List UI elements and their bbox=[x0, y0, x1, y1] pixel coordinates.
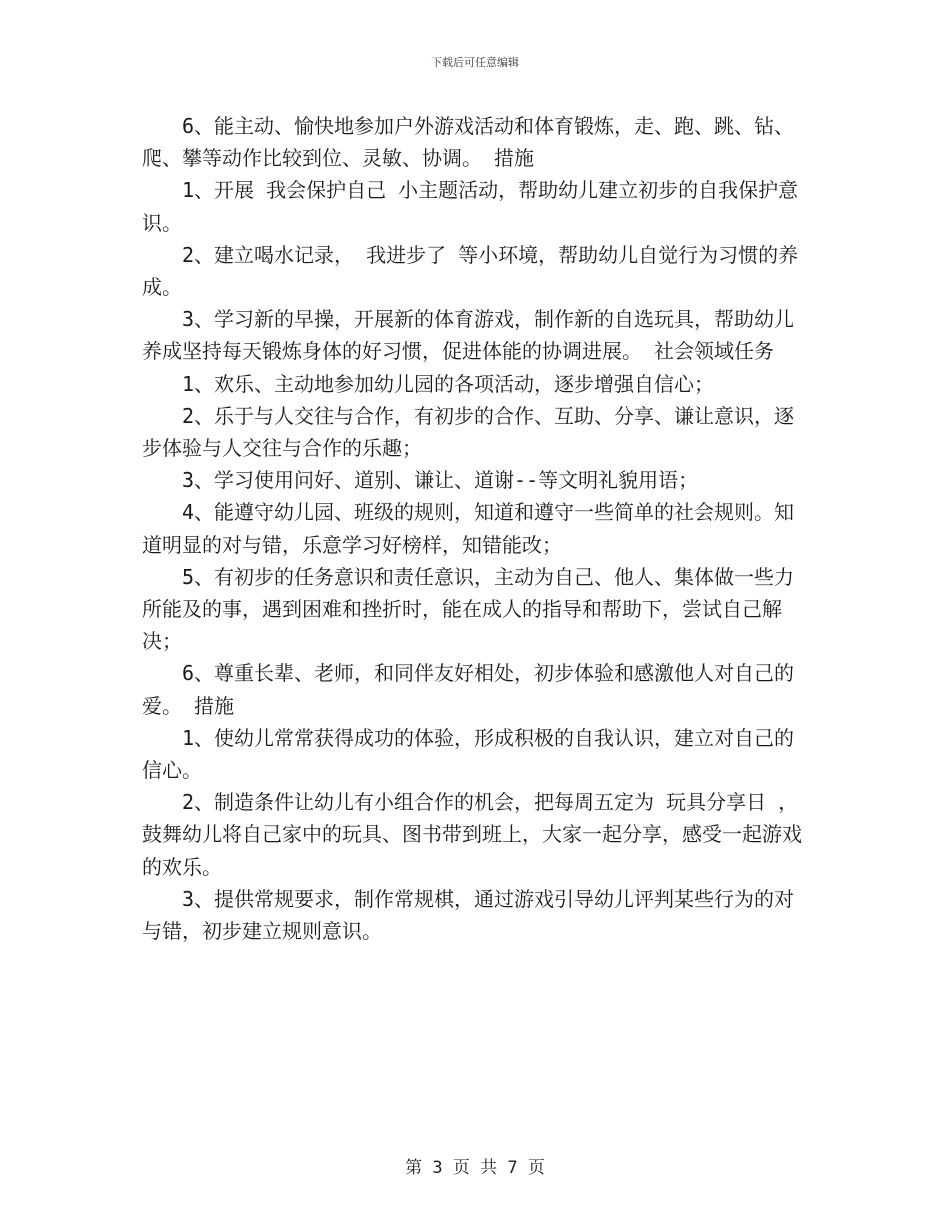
paragraph-11: 1、使幼儿常常获得成功的体验，形成积极的自我认识，建立对自己的信心。 bbox=[142, 725, 795, 783]
paragraph-4: 3、学习新的早操，开展新的体育游戏，制作新的自选玩具，帮助幼儿养成坚持每天锻炼身体的好习惯，促进体能的协调进展。 社会领域任务 bbox=[142, 307, 795, 364]
paragraph-2: 1、开展 我会保护自己 小主题活动，帮助幼儿建立初步的自我保护意识。 bbox=[142, 178, 799, 235]
paragraph-3: 2、建立喝水记录， 我进步了 等小环境，帮助幼儿自觉行为习惯的养成。 bbox=[142, 242, 799, 300]
paragraph-10: 6、尊重长辈、老师，和同伴友好相处，初步体验和感激他人对自己的爱。 措施 bbox=[142, 661, 795, 718]
paragraph-12: 2、制造条件让幼儿有小组合作的机会，把每周五定为 玩具分享日 ，鼓舞幼儿将自己家中的玩具、图书带到班上，大家一起分享，感受一起游戏的欢乐。 bbox=[142, 790, 802, 879]
paragraph-6: 2、乐于与人交往与合作，有初步的合作、互助、分享、谦让意识，逐步体验与人交往与合作的乐趣； bbox=[142, 403, 795, 461]
paragraph-1: 6、能主动、愉快地参加户外游戏活动和体育锻炼，走、跑、跳、钻、爬、攀等动作比较到位、灵敏、协调。 措施 bbox=[142, 114, 795, 171]
paragraph-9: 5、有初步的任务意识和责任意识，主动为自己、他人、集体做一些力所能及的事，遇到困难和挫折时，能在成人的指导和帮助下，尝试自己解决； bbox=[142, 564, 795, 654]
page-header-note: 下载后可任意编辑 bbox=[431, 56, 519, 69]
document-body bbox=[142, 110, 814, 947]
paragraph-7: 3、学习使用问好、道别、谦让、道谢--等文明礼貌用语； bbox=[182, 468, 699, 493]
paragraph-8: 4、能遵守幼儿园、班级的规则，知道和遵守一些简单的社会规则。知道明显的对与错，乐意学习好榜样，知错能改； bbox=[142, 500, 795, 557]
page-number-label: 第 3 页 共 7 页 bbox=[405, 1158, 545, 1178]
paragraph-5: 1、欢乐、主动地参加幼儿园的各项活动，逐步增强自信心； bbox=[182, 371, 715, 396]
page-footer bbox=[0, 1153, 950, 1178]
paragraph-13: 3、提供常规要求，制作常规棋，通过游戏引导幼儿评判某些行为的对与错，初步建立规则意识。 bbox=[142, 886, 795, 944]
